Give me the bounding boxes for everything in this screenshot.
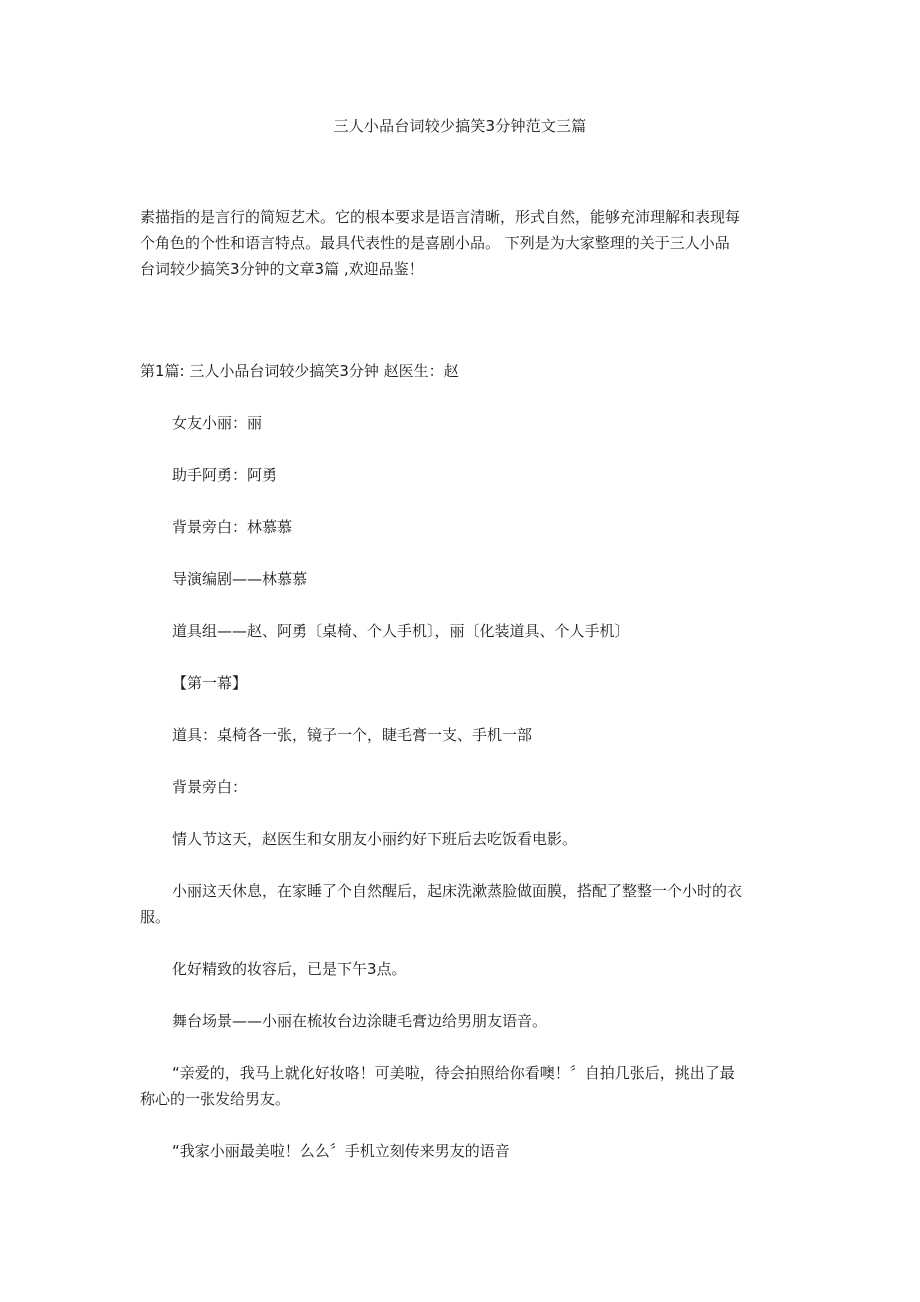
paragraph: “我家小丽最美啦！么么〞手机立刻传来男友的语音 <box>172 1142 510 1160</box>
intro-line: 素描指的是言行的简短艺术。它的根本要求是语言清晰，形式自然，能够充沛理解和表现每 <box>140 208 741 226</box>
intro-line: 台词较少搞笑3分钟的文章3篇 ,欢迎品鉴！ <box>140 260 424 278</box>
cast-line: 女友小丽：丽 <box>172 414 263 432</box>
section-heading: 第1篇: 三人小品台词较少搞笑3分钟 赵医生：赵 <box>140 362 459 380</box>
paragraph <box>140 1060 785 1112</box>
paragraph: 情人节这天，赵医生和女朋友小丽约好下班后去吃饭看电影。 <box>172 830 578 848</box>
narration-label: 背景旁白： <box>172 778 248 796</box>
cast-line: 背景旁白：林慕慕 <box>172 518 293 536</box>
intro-paragraph <box>140 204 785 282</box>
paragraph-line: 称心的一张发给男友。 <box>140 1090 291 1108</box>
cast-line: 助手阿勇：阿勇 <box>172 466 278 484</box>
intro-line: 个角色的个性和语言特点。最具代表性的是喜剧小品。 下列是为大家整理的关于三人小品 <box>140 234 730 252</box>
paragraph-line: “亲爱的，我马上就化好妆咯！可美啦，待会拍照给你看噢！〞自拍几张后，挑出了最 <box>172 1064 735 1082</box>
cast-line: 导演编剧——林慕慕 <box>172 570 308 588</box>
props-line: 道具：桌椅各一张，镜子一个，睫毛膏一支、手机一部 <box>172 726 533 744</box>
paragraph-line: 小丽这天休息，在家睡了个自然醒后，起床洗漱蒸脸做面膜，搭配了整整一个小时的衣 <box>172 882 743 900</box>
paragraph-line: 服。 <box>140 908 171 926</box>
paragraph: 舞台场景——小丽在梳妆台边涂睫毛膏边给男朋友语音。 <box>172 1012 548 1030</box>
cast-line: 道具组——赵、阿勇〔桌椅、个人手机〕，丽〔化装道具、个人手机〕 <box>172 622 630 640</box>
paragraph <box>140 878 785 930</box>
act-title: 【第一幕】 <box>172 674 248 692</box>
document-title: 三人小品台词较少搞笑3分钟范文三篇 <box>333 117 587 135</box>
paragraph: 化好精致的妆容后，已是下午3点。 <box>172 960 407 978</box>
